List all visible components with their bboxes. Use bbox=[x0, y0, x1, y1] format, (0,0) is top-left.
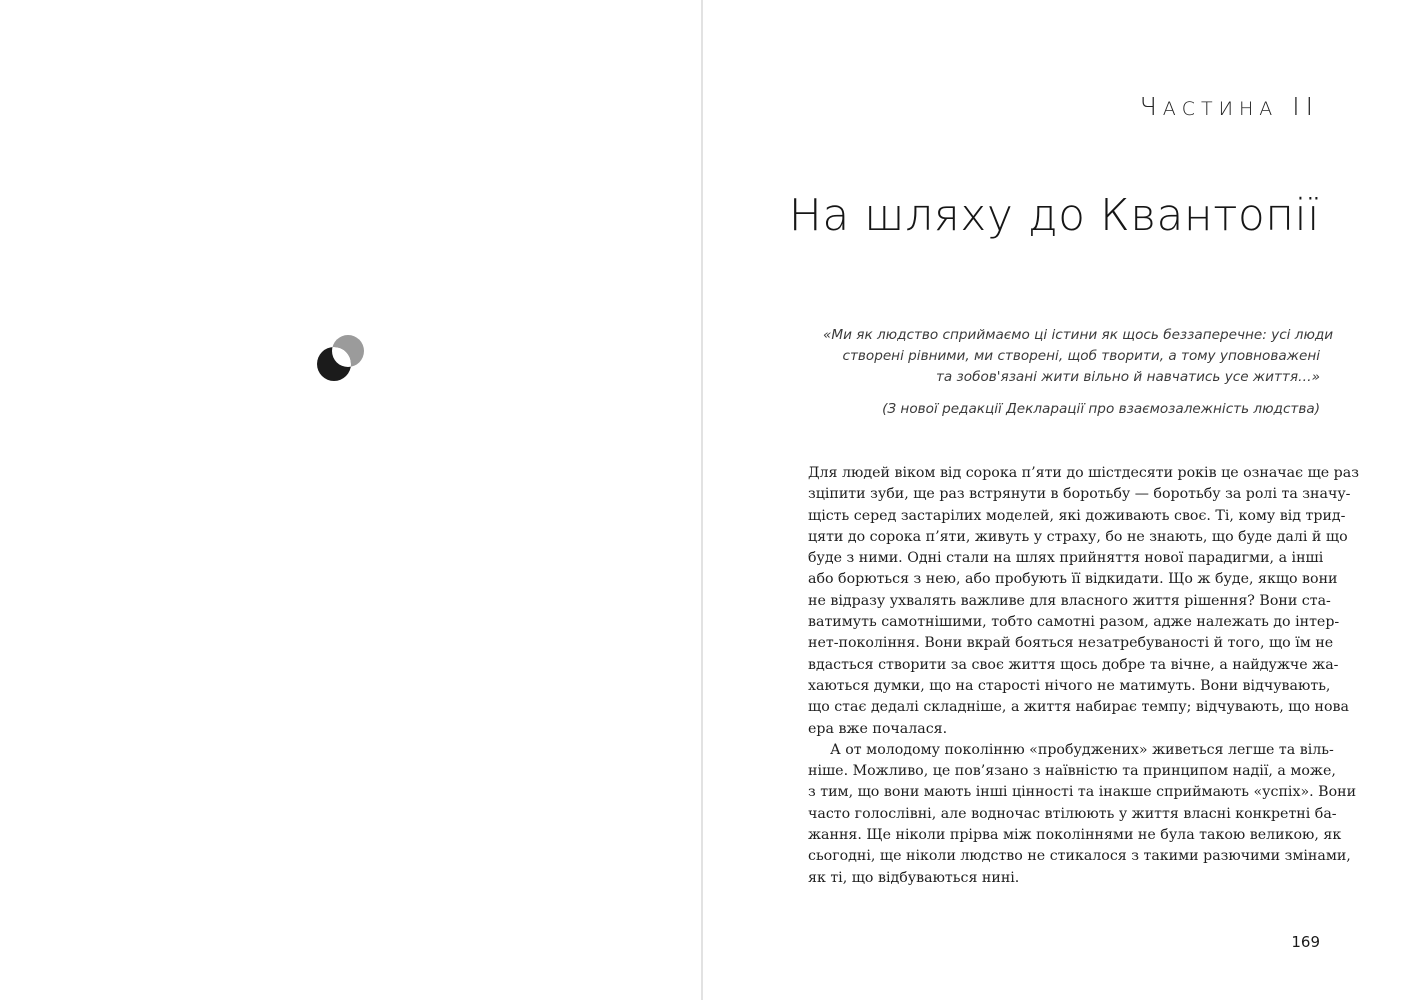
part-label-numeral: II bbox=[1292, 92, 1319, 121]
text-line: жання. Ще ніколи прірва між поколіннями не була такою великою, як bbox=[808, 827, 1342, 844]
epigraph-quote bbox=[823, 325, 1334, 388]
epigraph-line: та зобов'язані жити вільно й навчатись усе життя…» bbox=[935, 369, 1320, 385]
part-label-rest: АСТИНА bbox=[1162, 98, 1279, 120]
text-line: сьогодні, ще ніколи людство не стикалося з такими разючими змінами, bbox=[808, 848, 1351, 865]
text-line: вдасться створити за своє життя щось добре та вічне, а найдужче жа- bbox=[808, 656, 1339, 673]
text-line: А от молодому поколінню «пробуджених» живеться легше та віль- bbox=[830, 741, 1334, 758]
body-text bbox=[808, 463, 1359, 889]
text-line: ватимуть самотнішими, тобто самотні разом, адже належать до інтер- bbox=[808, 614, 1340, 631]
text-line: ніше. Можливо, це пов’язано з наївністю та принципом надії, а може, bbox=[808, 763, 1336, 780]
chapter-title: На шляху до Квантопії bbox=[788, 190, 1320, 241]
paragraph bbox=[808, 463, 1359, 740]
part-label-initial: Ч bbox=[1139, 92, 1163, 121]
text-line: або борються з нею, або пробують її відкидати. Що ж буде, якщо вони bbox=[808, 571, 1338, 588]
text-line: ера вже почалася. bbox=[808, 720, 948, 737]
text-line: щість серед застарілих моделей, які доживають своє. Ті, кому від трид- bbox=[808, 507, 1346, 524]
text-line: буде з ними. Одні стали на шлях прийняття нової парадигми, а інші bbox=[808, 550, 1324, 567]
text-line: нет-покоління. Вони вкрай бояться незатребуваності й того, що їм не bbox=[808, 635, 1334, 652]
overlapping-circles-logo-icon bbox=[316, 333, 366, 383]
paragraph bbox=[808, 740, 1357, 889]
text-line: не відразу ухвалять важливе для власного життя рішення? Вони ста- bbox=[808, 592, 1331, 609]
text-line: цяти до сорока п’яти, живуть у страху, бо не знають, що буде далі й що bbox=[808, 528, 1348, 545]
text-line: зціпити зуби, ще раз встрянути в боротьбу — боротьбу за ролі та значу- bbox=[808, 486, 1351, 503]
epigraph-line: створені рівними, ми створені, щоб творити, а тому уповноважені bbox=[842, 348, 1320, 364]
text-line: з тим, що вони мають інші цінності та інакше сприймають «успіх». Вони bbox=[808, 784, 1357, 801]
logo-svg bbox=[316, 333, 366, 383]
text-line: часто голослівні, але водночас втілюють у життя власні конкретні ба- bbox=[808, 805, 1337, 822]
text-line: хаються думки, що на старості нічого не матимуть. Вони відчувають, bbox=[808, 677, 1331, 694]
text-line: як ті, що відбуваються нині. bbox=[808, 869, 1020, 886]
part-label bbox=[809, 92, 1319, 121]
text-line: що стає дедалі складніше, а життя набирає темпу; відчувають, що нова bbox=[808, 699, 1349, 716]
epigraph-line: «Ми як людство сприймаємо ці істини як щось беззаперечне: усі люди bbox=[823, 327, 1334, 343]
epigraph-source: (З нової редакції Декларації про взаємозалежність людства) bbox=[882, 401, 1320, 417]
right-page bbox=[703, 0, 1404, 1000]
text-line: Для людей віком від сорока п’яти до шістдесяти років це означає ще раз bbox=[808, 465, 1359, 481]
page-number: 169 bbox=[1291, 933, 1320, 951]
